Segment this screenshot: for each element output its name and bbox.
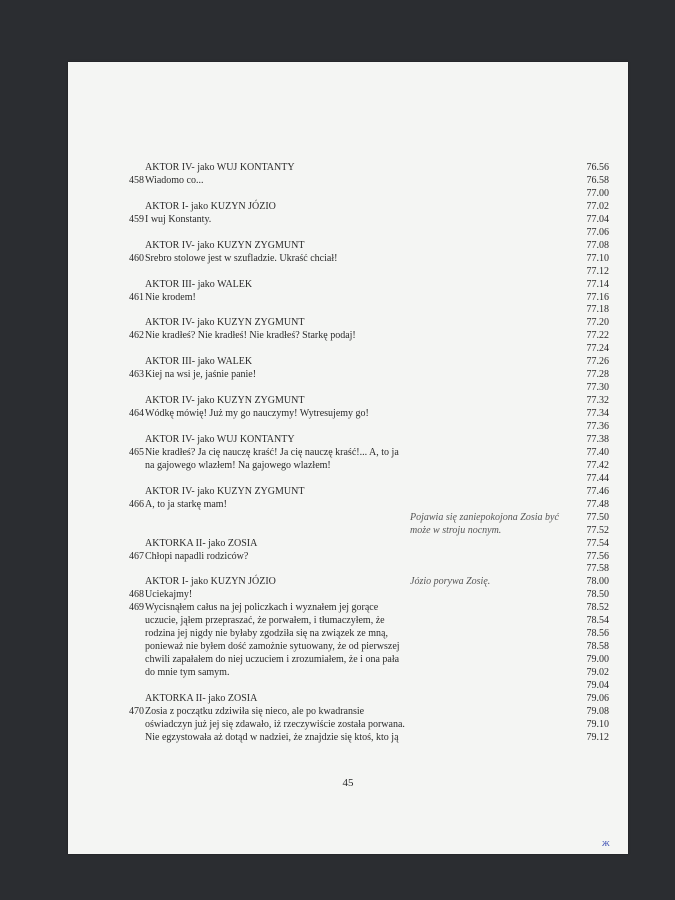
- timecode: 78.00: [586, 576, 609, 588]
- script-line: [68, 394, 628, 407]
- script-line: [68, 433, 628, 446]
- timecode: 77.38: [586, 433, 609, 445]
- timecode: 77.30: [586, 382, 609, 394]
- timecode: 77.34: [586, 408, 609, 420]
- script-line: [68, 187, 628, 200]
- timecode: 79.10: [586, 718, 609, 730]
- line-text: AKTOR I- jako KUZYN JÓZIO: [145, 576, 276, 588]
- timecode: 77.46: [586, 485, 609, 497]
- script-line: [68, 640, 628, 653]
- script-line: [68, 459, 628, 472]
- timecode: 77.10: [586, 252, 609, 264]
- script-line: [68, 472, 628, 485]
- line-text: I wuj Konstanty.: [145, 213, 212, 225]
- line-text: AKTOR IV- jako KUZYN ZYGMUNT: [145, 395, 305, 407]
- line-number: 459: [129, 213, 144, 225]
- timecode: 77.20: [586, 317, 609, 329]
- line-number: 460: [129, 252, 144, 264]
- timecode: 77.54: [586, 537, 609, 549]
- script-line: [68, 653, 628, 666]
- timecode: 79.08: [586, 705, 609, 717]
- line-text: Uciekajmy!: [145, 589, 193, 601]
- line-text: oświadczyn już jej się zdawało, iż rzeczywiście została porwana.: [145, 718, 405, 730]
- timecode: 79.04: [586, 680, 609, 691]
- script-line: [68, 679, 628, 692]
- line-text: AKTORKA II- jako ZOSIA: [145, 537, 258, 549]
- line-text: AKTOR IV- jako KUZYN ZYGMUNT: [145, 485, 305, 497]
- script-line: [68, 291, 628, 304]
- script-line: [68, 355, 628, 368]
- timecode: 77.58: [586, 563, 609, 575]
- timecode: 77.24: [586, 343, 609, 355]
- line-number: 461: [129, 291, 144, 303]
- line-text: AKTOR III- jako WALEK: [145, 278, 253, 290]
- timecode: 79.12: [586, 731, 609, 743]
- script-line: [68, 239, 628, 252]
- line-text: Kiej na wsi je, jaśnie panie!: [145, 369, 257, 381]
- script-line: [68, 524, 628, 537]
- timecode: 78.56: [586, 628, 609, 640]
- timecode: 77.50: [586, 511, 609, 523]
- script-line: [68, 731, 628, 744]
- line-text: uczucie, jąłem przepraszać, że porwałem, i tłumaczyłem, że: [145, 615, 385, 627]
- pen-mark: ж: [602, 837, 610, 849]
- line-text: AKTOR III- jako WALEK: [145, 356, 253, 368]
- script-line: [68, 562, 628, 575]
- line-text: AKTOR IV- jako WUJ KONTANTY: [145, 433, 295, 445]
- line-number: 463: [129, 369, 144, 381]
- timecode: 77.36: [586, 421, 609, 432]
- timecode: 77.26: [586, 356, 609, 368]
- line-number: 467: [129, 550, 144, 562]
- line-text: A, to ja starkę mam!: [145, 498, 227, 510]
- script-line: [68, 200, 628, 213]
- script-page: [68, 62, 628, 854]
- line-text: AKTOR IV- jako WUJ KONTANTY: [145, 162, 295, 173]
- timecode: 77.22: [586, 330, 609, 342]
- script-line: [68, 666, 628, 679]
- script-line: [68, 511, 628, 524]
- script-line: [68, 498, 628, 511]
- timecode: 77.28: [586, 369, 609, 381]
- timecode: 77.06: [586, 226, 609, 238]
- script-line: [68, 485, 628, 498]
- script-line: [68, 588, 628, 601]
- script-line: [68, 303, 628, 316]
- script-line: [68, 537, 628, 550]
- script-line: [68, 161, 628, 174]
- line-number: 469: [129, 602, 144, 614]
- line-text: ponieważ nie byłem dość zamożnie sytuowany, że od pierwszej: [145, 641, 400, 653]
- line-text: Srebro stolowe jest w szufladzie. Ukraść chciał!: [145, 252, 338, 264]
- script-line: [68, 265, 628, 278]
- line-number: 468: [129, 589, 144, 601]
- script-line: [68, 213, 628, 226]
- line-text: Nie kradłeś? Ja cię nauczę kraść! Ja cię nauczę kraść!... A, to ja: [145, 446, 399, 458]
- script-line: [68, 692, 628, 705]
- script-line: [68, 627, 628, 640]
- timecode: 77.12: [586, 265, 609, 277]
- stage-direction: Pojawia się zaniepokojona Zosia być: [410, 511, 559, 523]
- script-line: [68, 575, 628, 588]
- script-line: [68, 446, 628, 459]
- script-line: [68, 329, 628, 342]
- line-text: Wódkę mówię! Już my go nauczymy! Wytresujemy go!: [145, 408, 369, 420]
- timecode: 77.02: [586, 200, 609, 212]
- timecode: 77.18: [586, 304, 609, 316]
- timecode: 77.52: [586, 524, 609, 536]
- timecode: 77.16: [586, 291, 609, 303]
- line-text: Nie kradłeś? Nie kradłeś! Nie kradłeś? Starkę podaj!: [145, 330, 356, 342]
- line-text: rodzina jej nigdy nie byłaby zgodziła się na związek ze mną,: [145, 628, 388, 640]
- line-text: AKTOR I- jako KUZYN JÓZIO: [145, 200, 276, 212]
- line-text: chwili zapałałem do niej uczuciem i zrozumiałem, że i ona pała: [145, 654, 400, 666]
- script-line: [68, 252, 628, 265]
- script-line: [68, 368, 628, 381]
- timecode: 78.52: [586, 602, 609, 614]
- timecode: 79.02: [586, 667, 609, 679]
- timecode: 77.56: [586, 550, 609, 562]
- script-line: [68, 705, 628, 718]
- stage-direction: może w stroju nocnym.: [410, 524, 502, 536]
- line-number: 466: [129, 498, 144, 510]
- page-number: 45: [342, 777, 354, 789]
- script-line: [68, 407, 628, 420]
- line-text: AKTOR IV- jako KUZYN ZYGMUNT: [145, 239, 305, 251]
- line-text: AKTORKA II- jako ZOSIA: [145, 692, 258, 704]
- line-number: 464: [129, 408, 144, 420]
- stage-direction: Józio porywa Zosię.: [410, 576, 491, 588]
- line-text: Nie egzystowała aż dotąd w nadziei, że znajdzie się ktoś, kto ją: [145, 731, 399, 743]
- script-line: [68, 174, 628, 187]
- script-line: [68, 718, 628, 731]
- timecode: 79.06: [586, 692, 609, 704]
- line-number: 470: [129, 705, 144, 717]
- script-line: [68, 550, 628, 563]
- script-line: [68, 316, 628, 329]
- line-number: 462: [129, 330, 144, 342]
- script-line: [68, 342, 628, 355]
- line-text: Wiadomo co...: [145, 174, 204, 186]
- script-line: [68, 226, 628, 239]
- script-line: [68, 601, 628, 614]
- timecode: 78.50: [586, 589, 609, 601]
- timecode: 77.04: [586, 213, 609, 225]
- timecode: 77.32: [586, 395, 609, 407]
- timecode: 77.42: [586, 459, 609, 471]
- script-line: [68, 420, 628, 433]
- timecode: 78.54: [586, 615, 609, 627]
- timecode: 77.00: [586, 187, 609, 199]
- script-line: [68, 278, 628, 291]
- line-text: do mnie tym samym.: [145, 667, 230, 679]
- timecode: 79.00: [586, 654, 609, 666]
- timecode: 77.14: [586, 278, 609, 290]
- timecode: 77.44: [586, 472, 609, 484]
- line-number: 465: [129, 446, 144, 458]
- timecode: 77.40: [586, 446, 609, 458]
- timecode: 77.48: [586, 498, 609, 510]
- line-text: Chłopi napadli rodziców?: [145, 550, 249, 562]
- line-text: AKTOR IV- jako KUZYN ZYGMUNT: [145, 317, 305, 329]
- line-number: 458: [129, 174, 144, 186]
- line-text: Zosia z początku zdziwiła się nieco, ale po kwadransie: [145, 705, 365, 717]
- script-line: [68, 381, 628, 394]
- line-text: Nie krodem!: [145, 291, 196, 303]
- timecode: 76.58: [586, 174, 609, 186]
- timecode: 76.56: [586, 162, 609, 173]
- timecode: 78.58: [586, 641, 609, 653]
- timecode: 77.08: [586, 239, 609, 251]
- line-text: na gajowego wlazłem! Na gajowego wlazłem!: [145, 459, 331, 471]
- script-line: [68, 614, 628, 627]
- line-text: Wycisnąłem całus na jej policzkach i wyznałem jej gorące: [145, 602, 379, 614]
